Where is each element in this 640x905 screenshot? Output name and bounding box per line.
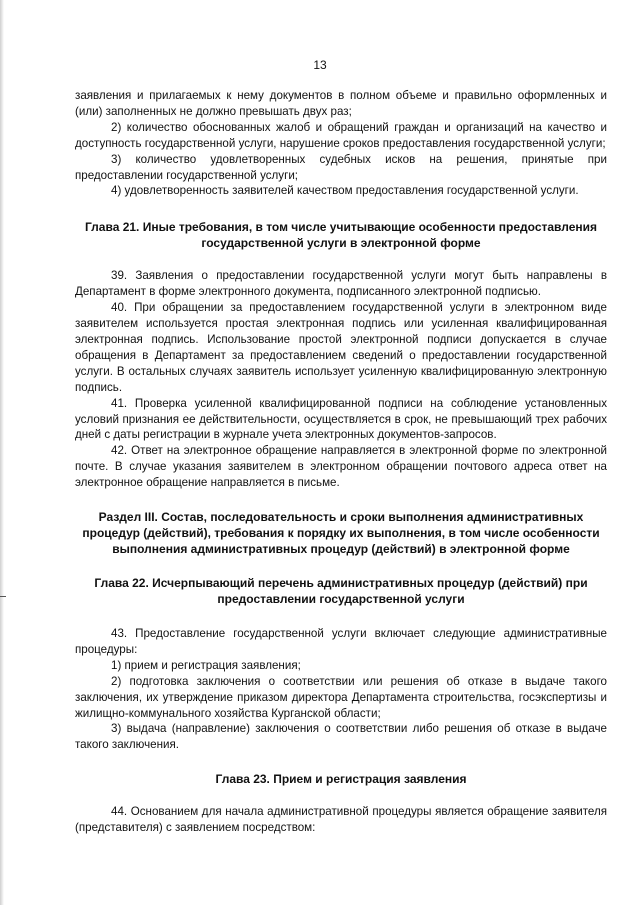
paragraph-40: 40. При обращении за предоставлением государственной услуги в электронном виде заявителем используется простая электронная подпись или усиленная квалифицированная электронная подпись. Использование простой электронной подписи допускается в случае обращения в Департамент за предоставлением сведений о предоставлении государственной услуги. В остальных случаях заявитель использует усиленную квалифицированную электронную подпись. — [75, 301, 607, 394]
procedure-item-2: 2) подготовка заключения о соответствии или решения об отказе в выдаче такого заключения, их утверждение приказом директора Департамента строительства, госэкспертизы и жилищно-коммунального хозяйства Курганской области; — [75, 674, 607, 720]
paragraph-44: 44. Основанием для начала административной процедуры является обращение заявителя (представителя) с заявлением посредством: — [75, 805, 607, 835]
chapter-22-title: Глава 22. Исчерпывающий перечень административных процедур (действий) при предоставлении государственной услуги — [94, 576, 588, 607]
paragraph-item-3: 3) количество удовлетворенных судебных исков на решения, принятые при предоставлении государственной услуги; — [75, 152, 607, 182]
scan-edge-shadow — [0, 0, 4, 905]
paragraph-39: 39. Заявления о предоставлении государственной услуги могут быть направлены в Департамент в форме электронного документа, подписанного электронной подписью. — [75, 269, 607, 299]
paragraph-item-2: 2) количество обоснованных жалоб и обращений граждан и организаций на качество и доступность государственной услуги, нарушение сроков предоставления государственной услуги; — [75, 120, 607, 150]
chapter-23-title: Глава 23. Прием и регистрация заявления — [215, 772, 467, 787]
document-body — [75, 88, 607, 836]
paragraph-continuation: заявления и прилагаемых к нему документов в полном объеме и правильно оформленных и (или) заполненных не должно превышать двух раз; — [75, 89, 607, 118]
procedure-item-3: 3) выдача (направление) заключения о соответствии либо решения об отказе в выдаче такого заключения. — [75, 722, 607, 752]
section-3-title: Раздел III. Состав, последовательность и сроки выполнения административных процедур (действий), требования к порядку их выполнения, в том числе особенности выполнения административных процедур (действий) в электронной форме — [82, 510, 600, 557]
chapter-21-title: Глава 21. Иные требования, в том числе учитывающие особенности предоставления государственной услуги в электронной форме — [84, 220, 598, 251]
paragraph-item-4: 4) удовлетворенность заявителей качеством предоставления государственной услуги. — [111, 184, 579, 198]
paragraph-41: 41. Проверка усиленной квалифицированной подписи на соблюдение установленных условий признания ее действительности, осуществляется в срок, не превышающий трех рабочих дней с даты регистрации в журнале учета электронных документов-запросов. — [75, 396, 607, 442]
procedure-item-1: 1) прием и регистрация заявления; — [111, 658, 301, 672]
paragraph-43: 43. Предоставление государственной услуги включает следующие административные процедуры: — [75, 627, 607, 656]
page-number: 13 — [313, 58, 327, 72]
scan-mark — [0, 596, 6, 597]
paragraph-42: 42. Ответ на электронное обращение направляется в электронной форме по электронной почте. В случае указания заявителем в электронном обращении почтового адреса ответ на электронное обращение направляется в письме. — [75, 444, 607, 490]
